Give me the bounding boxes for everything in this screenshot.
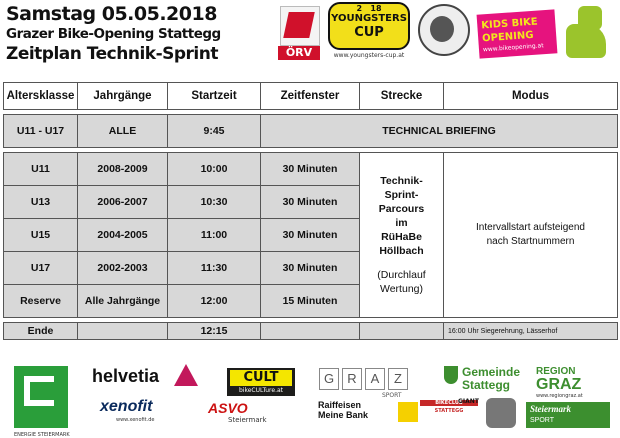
end-route	[360, 323, 444, 340]
header-altersklasse: Altersklasse	[4, 83, 78, 110]
cult-logo-text: CULT	[230, 370, 292, 386]
end-class: Ende	[4, 323, 78, 340]
briefing-years: ALLE	[78, 115, 168, 148]
row-years: 2004-2005	[78, 219, 168, 252]
header-startzeit: Startzeit	[168, 83, 261, 110]
cult-logo-url: bikeCULTure.at	[238, 387, 284, 394]
title-block	[6, 2, 276, 65]
orv-logo-mark	[283, 12, 315, 38]
cult-logo	[227, 368, 295, 396]
row-start: 10:30	[168, 186, 261, 219]
row-class: U11	[4, 153, 78, 186]
row-years: 2008-2009	[78, 153, 168, 186]
route-scoring: (Durchlauf Wertung)	[377, 269, 426, 295]
row-years: Alle Jahrgänge	[78, 285, 168, 318]
energie-steiermark-text: ENERGIE STEIERMARK	[14, 432, 70, 438]
briefing-row	[4, 115, 618, 148]
helvetia-logo: helvetia	[92, 366, 160, 386]
end-row	[4, 323, 618, 340]
asvo-logo: ASVO	[208, 400, 248, 416]
row-window: 30 Minuten	[261, 186, 360, 219]
schedule-table	[3, 82, 618, 340]
helvetia-triangle-icon	[174, 364, 198, 386]
row-years: 2006-2007	[78, 186, 168, 219]
xenofit-logo: xenofit	[100, 398, 153, 415]
youngsters-cup-year: 2 18	[356, 4, 382, 13]
table-row	[4, 153, 618, 186]
schedule-title: Zeitplan Technik-Sprint	[6, 44, 218, 64]
kids-bike-line1: KIDS BIKE	[480, 16, 538, 32]
row-start: 12:00	[168, 285, 261, 318]
briefing-start: 9:45	[168, 115, 261, 148]
header-modus: Modus	[444, 83, 618, 110]
energie-e-mark	[24, 376, 54, 406]
table-header-row	[4, 83, 618, 110]
header-jahrgaenge: Jahrgänge	[78, 83, 168, 110]
gemeinde-stattegg-logo: Gemeinde Stattegg	[462, 365, 521, 392]
end-start: 12:15	[168, 323, 261, 340]
row-window: 30 Minuten	[261, 252, 360, 285]
row-window: 30 Minuten	[261, 153, 360, 186]
row-window: 15 Minuten	[261, 285, 360, 318]
graz-sport-logo: G R A Z	[319, 368, 411, 390]
region-graz-logo: REGION GRAZ www.regiongraz.at	[536, 366, 583, 399]
row-class: U17	[4, 252, 78, 285]
asvo-subtitle: Steiermark	[228, 416, 267, 424]
mascot-head	[578, 6, 602, 30]
mode-cell: Intervallstart aufsteigend nach Startnummern	[444, 153, 618, 318]
kids-bike-opening-logo	[477, 9, 558, 58]
bikeclub-mascot-image	[486, 398, 516, 428]
row-window: 30 Minuten	[261, 219, 360, 252]
route-cell: Technik- Sprint- Parcours im RüHaBe Höllbach (Durchlauf Wertung)	[360, 153, 444, 318]
raiffeisen-logo: Raiffeisen Meine Bank	[318, 400, 369, 420]
energie-steiermark-logo	[14, 366, 70, 438]
youngsters-cup-logo	[328, 2, 410, 64]
row-start: 11:00	[168, 219, 261, 252]
end-window	[261, 323, 360, 340]
giant-logo: GIANT	[458, 398, 479, 405]
challenge-seal-logo	[414, 4, 476, 64]
row-class: U15	[4, 219, 78, 252]
xenofit-url: www.xenofit.de	[116, 417, 155, 423]
orv-logo	[278, 6, 320, 62]
graz-sport-subtitle: SPORT	[382, 392, 402, 399]
raiffeisen-gable-icon	[398, 402, 418, 422]
kids-bike-line2: OPENING	[481, 29, 534, 45]
youngsters-cup-title: YOUNGSTERS	[331, 13, 407, 24]
row-start: 10:00	[168, 153, 261, 186]
end-years	[78, 323, 168, 340]
row-class: Reserve	[4, 285, 78, 318]
event-date-title: Samstag 05.05.2018	[6, 3, 217, 25]
gemeinde-crest-icon	[444, 366, 458, 384]
header-strecke: Strecke	[360, 83, 444, 110]
steiermark-sport-logo: Steiermark SPORT	[526, 402, 610, 428]
sponsor-bar	[0, 360, 620, 437]
mascot-image	[560, 4, 610, 64]
event-name: Grazer Bike-Opening Stattegg	[6, 26, 221, 42]
youngsters-cup-subtitle: CUP	[354, 25, 384, 40]
kids-bike-url: www.bikeopening.at	[482, 42, 544, 54]
youngsters-cup-url: www.youngsters-cup.at	[333, 52, 405, 59]
orv-logo-text: ÖRV	[278, 46, 320, 60]
row-years: 2002-2003	[78, 252, 168, 285]
end-note: 16:00 Uhr Siegerehrung, Lässerhof	[444, 323, 618, 340]
bikeclub-stattegg-logo: BIKECLUB STATTEGG	[420, 396, 480, 430]
seal-emblem	[430, 16, 454, 42]
briefing-label: TECHNICAL BRIEFING	[261, 115, 618, 148]
row-class: U13	[4, 186, 78, 219]
briefing-class: U11 - U17	[4, 115, 78, 148]
row-start: 11:30	[168, 252, 261, 285]
header-zeitfenster: Zeitfenster	[261, 83, 360, 110]
